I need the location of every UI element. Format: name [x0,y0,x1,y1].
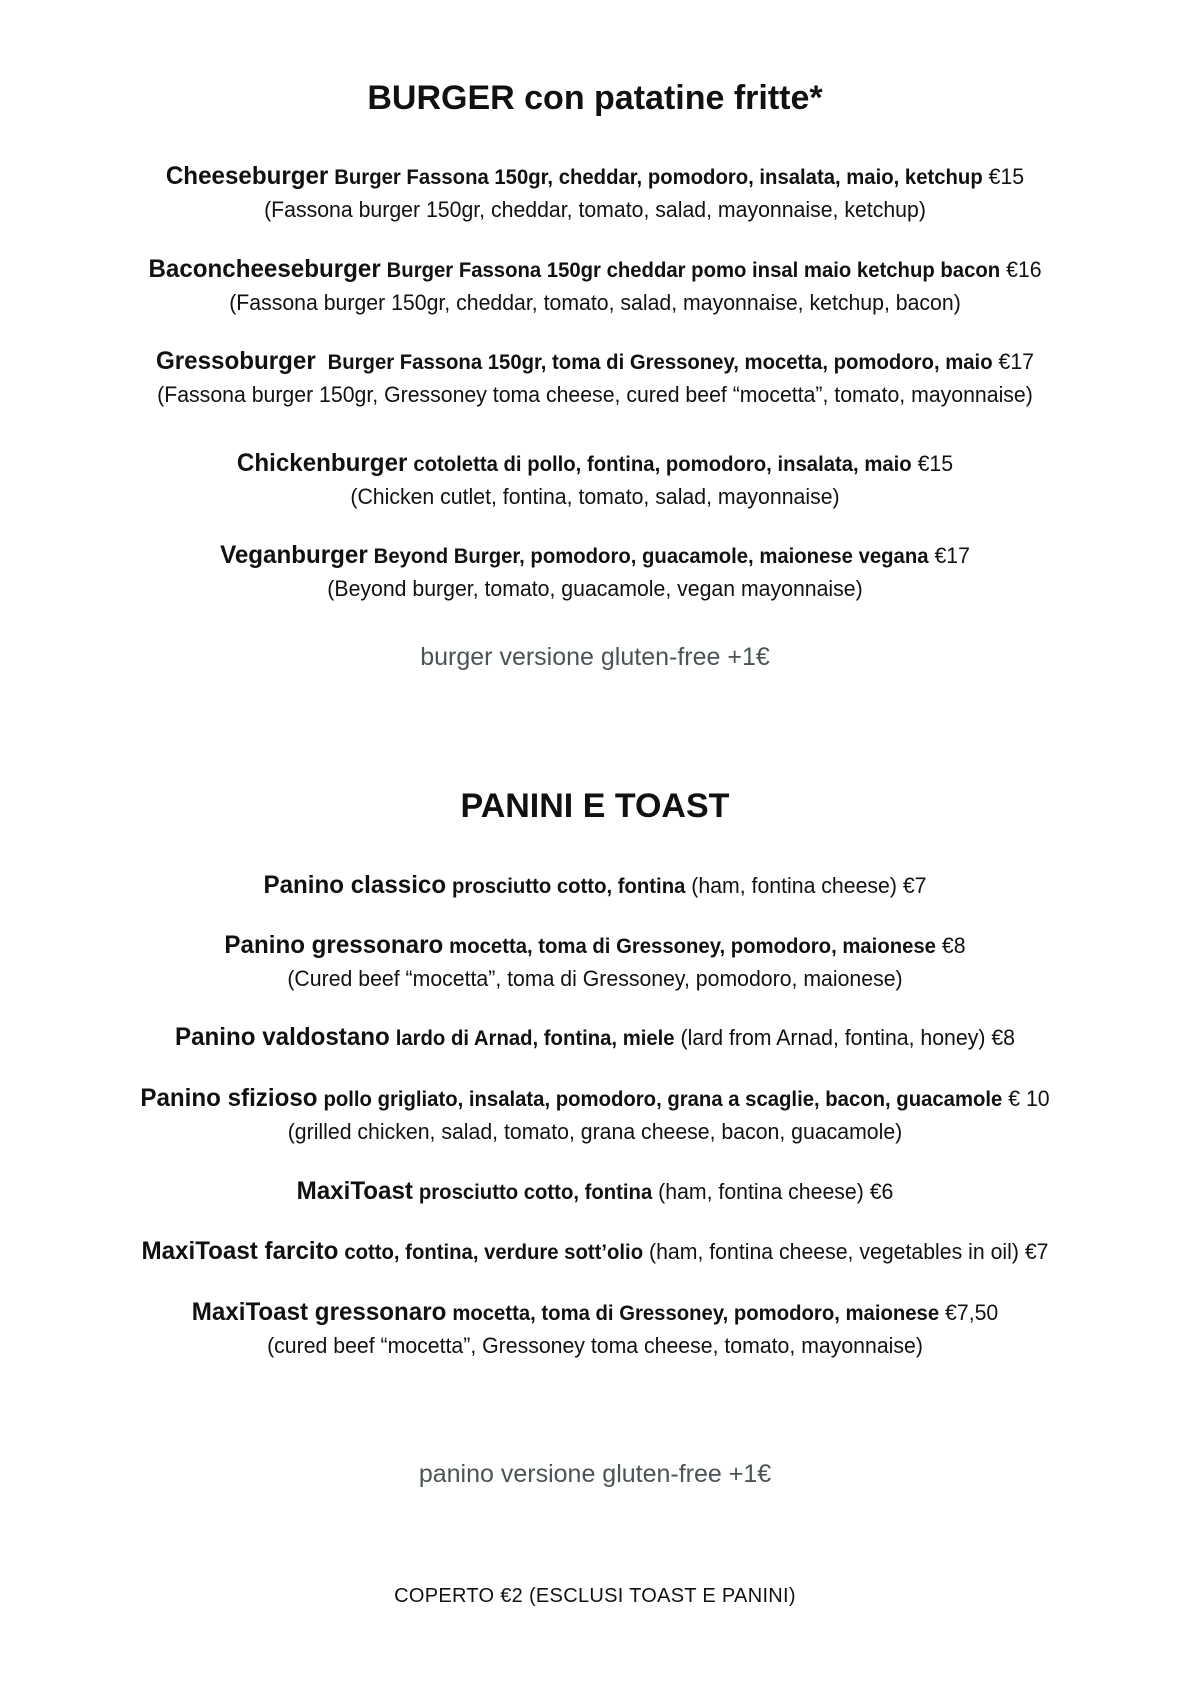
item-description-it: Burger Fassona 150gr, toma di Gressoney, mocetta, pomodoro, maio [327,351,993,374]
item-description-it: Burger Fassona 150gr cheddar pomo insal maio ketchup bacon [386,259,1001,282]
menu-item-panino-gressonaro [0,929,1190,995]
item-description-en: (Cured beef “mocetta”, toma di Gressoney, pomodoro, maionese) [287,966,903,991]
item-price: € 10 [1008,1086,1050,1111]
item-description-en: (grilled chicken, salad, tomato, grana cheese, bacon, guacamole) [287,1119,903,1144]
item-line [20,869,1170,903]
item-line [20,539,1170,573]
menu-item-baconcheeseburger [0,253,1190,319]
menu-item-chickenburger [0,447,1190,513]
item-price: €17 [934,543,970,568]
item-description-it: Beyond Burger, pomodoro, guacamole, maionese vegana [373,545,929,568]
burger-gluten-free-note: burger versione gluten-free +1€ [420,643,770,671]
item-description-it: cotoletta di pollo, fontina, pomodoro, insalata, maio [413,453,912,476]
item-name: Panino sfizioso [140,1084,318,1112]
item-price: €16 [1006,257,1042,282]
item-description-en: (ham, fontina cheese) [691,873,897,898]
item-description-it: prosciutto cotto, fontina [452,875,686,898]
item-name: Veganburger [220,541,368,569]
coperto-footer: COPERTO €2 (ESCLUSI TOAST E PANINI) [394,1585,796,1607]
item-line [20,1296,1170,1330]
item-line [20,1175,1170,1209]
item-name: Gressoburger [155,347,316,375]
item-line [20,929,1170,963]
menu-item-maxitoast-farcito [0,1235,1190,1269]
item-line [20,447,1170,481]
menu-item-panino-sfizioso [0,1082,1190,1148]
item-description-it: Burger Fassona 150gr, cheddar, pomodoro, insalata, maio, ketchup [334,166,983,189]
item-price: €7 [902,873,927,898]
burger-section-title: BURGER con patatine fritte* [367,79,823,117]
menu-item-panino-classico [0,869,1190,903]
item-description-en: (Beyond burger, tomato, guacamole, vegan mayonnaise) [327,576,863,601]
item-price: €15 [917,451,954,476]
item-description-en: (ham, fontina cheese, vegetables in oil) [649,1239,1019,1264]
item-line [20,253,1170,287]
panino-gluten-free-note: panino versione gluten-free +1€ [418,1460,772,1488]
item-name: MaxiToast gressonaro [191,1298,447,1326]
item-description-en: (Fassona burger 150gr, Gressoney toma cheese, cured beef “mocetta”, tomato, mayonnaise) [157,382,1033,407]
item-description-en: (Fassona burger 150gr, cheddar, tomato, salad, mayonnaise, ketchup, bacon) [229,290,961,315]
item-price: €17 [998,349,1034,374]
item-description-en: (Fassona burger 150gr, cheddar, tomato, salad, mayonnaise, ketchup) [264,197,926,222]
item-description-it: lardo di Arnad, fontina, miele [395,1027,675,1050]
item-name: Baconcheeseburger [148,255,381,283]
item-price: €7,50 [945,1300,999,1325]
item-name: MaxiToast [296,1177,413,1205]
item-name: Panino gressonaro [224,931,444,959]
item-description-en: (ham, fontina cheese) [658,1179,864,1204]
panini-section-title: PANINI E TOAST [460,787,730,825]
item-price: €8 [941,933,966,958]
item-price: €8 [991,1025,1016,1050]
item-name: MaxiToast farcito [141,1237,339,1265]
item-description-it: mocetta, toma di Gressoney, pomodoro, maionese [452,1302,940,1325]
item-description-en: (Chicken cutlet, fontina, tomato, salad, mayonnaise) [350,484,840,509]
item-description-it: pollo grigliato, insalata, pomodoro, grana a scaglie, bacon, guacamole [323,1088,1003,1111]
item-price: €7 [1024,1239,1049,1264]
item-name: Panino classico [263,871,447,899]
menu-item-maxitoast [0,1175,1190,1209]
item-line [20,160,1170,194]
item-name: Cheeseburger [165,162,329,190]
menu-item-panino-valdostano [0,1021,1190,1055]
menu-item-gressoburger [0,345,1190,411]
item-name: Panino valdostano [174,1023,390,1051]
item-name: Chickenburger [236,449,408,477]
item-price: €6 [869,1179,894,1204]
item-description-en: (cured beef “mocetta”, Gressoney toma cheese, tomato, mayonnaise) [267,1333,923,1358]
item-description-en: (lard from Arnad, fontina, honey) [680,1025,986,1050]
menu-item-veganburger [0,539,1190,605]
item-description-it: prosciutto cotto, fontina [418,1181,653,1204]
item-line [20,345,1170,379]
item-line [20,1082,1170,1116]
menu-item-cheeseburger [0,160,1190,226]
item-line [20,1021,1170,1055]
item-description-it: cotto, fontina, verdure sott’olio [344,1241,644,1264]
item-description-it: mocetta, toma di Gressoney, pomodoro, maionese [449,935,936,958]
menu-item-maxitoast-gressonaro [0,1296,1190,1362]
item-line [20,1235,1170,1269]
item-price: €15 [988,164,1025,189]
